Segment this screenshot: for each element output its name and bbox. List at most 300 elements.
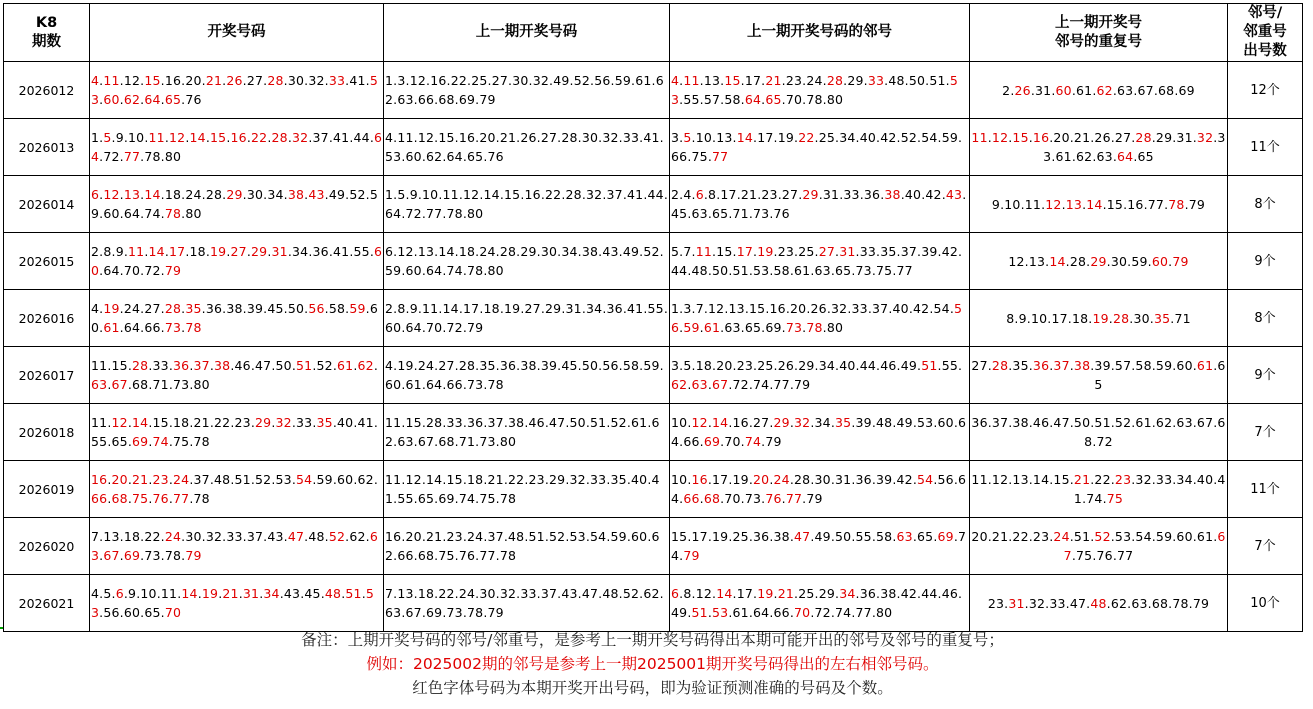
number: 62 [385, 73, 664, 107]
number: 11 [91, 415, 108, 430]
number: 79 [806, 491, 823, 506]
number: 60 [1176, 529, 1193, 544]
number: 33 [1049, 595, 1066, 611]
number: 80 [467, 206, 484, 221]
number: 65 [765, 92, 782, 107]
cell-repeat: 8.9.10.17.18.19.28.30.35.71 [970, 290, 1228, 347]
number: 17 [744, 73, 762, 88]
number: 27 [144, 301, 161, 316]
number: 23 [152, 472, 169, 487]
number: 69 [1178, 82, 1195, 98]
number: 18 [173, 415, 190, 430]
number: 10 [1004, 196, 1021, 212]
number: 52 [255, 472, 272, 487]
number: 19 [757, 244, 774, 259]
number: 49 [900, 358, 917, 373]
number: 5 [103, 586, 112, 601]
number: 72 [732, 377, 749, 392]
number: 22 [1094, 472, 1111, 487]
number: 32 [292, 130, 309, 145]
number: 69 [937, 529, 954, 544]
number: 19 [210, 244, 227, 259]
number: 42 [913, 301, 930, 316]
cell-neighbors: 5.7.11.15.17.19.23.25.27.31.33.35.37.39.42.44.48.50.51.53.58.61.63.65.73.75.77 [670, 233, 970, 290]
number: 77 [712, 149, 729, 164]
number: 19 [777, 130, 794, 145]
number: 17 [1051, 310, 1068, 326]
number: 44 [647, 187, 664, 202]
number: 71 [152, 377, 169, 392]
number: 68 [132, 377, 149, 392]
number: 69 [458, 92, 476, 107]
number: 60 [1151, 253, 1169, 269]
number: 15 [210, 130, 227, 145]
number: 76 [773, 206, 790, 221]
number: 31 [1008, 595, 1025, 611]
number: 13 [397, 586, 414, 601]
number: 14 [1086, 196, 1103, 212]
number: 75 [173, 434, 190, 449]
number: 61 [635, 73, 652, 88]
number: 44 [671, 263, 688, 278]
number: 48 [602, 586, 619, 601]
number: 63 [691, 206, 708, 221]
number: 33 [851, 301, 868, 316]
number: 32 [1196, 130, 1214, 145]
number: 27 [524, 301, 541, 316]
number: 75 [876, 263, 893, 278]
number: 72 [103, 149, 120, 164]
number: 70 [164, 605, 182, 620]
number: 32 [532, 73, 549, 88]
number: 62 [1110, 595, 1128, 611]
number: 15 [1053, 472, 1070, 487]
number: 12 [1008, 253, 1025, 269]
number: 17 [736, 586, 753, 601]
number: 15 [1106, 196, 1124, 212]
header-prev-draw: 上一期开奖号码 [384, 4, 670, 62]
number: 14 [483, 187, 500, 202]
number: 73 [744, 491, 762, 506]
number: 20 [111, 472, 128, 487]
number: 76 [185, 92, 202, 107]
number: 11 [422, 301, 439, 316]
number: 59 [610, 529, 627, 544]
number: 16 [732, 415, 749, 430]
number: 62 [426, 149, 443, 164]
cell-period: 2026016 [4, 290, 90, 347]
number: 47 [581, 586, 599, 601]
number: 18 [123, 529, 141, 544]
number: 31 [822, 187, 840, 202]
number: 30 [185, 529, 202, 544]
number: 4 [91, 586, 100, 601]
number: 62 [357, 358, 374, 373]
number: 60 [385, 377, 402, 392]
number: 37 [193, 472, 210, 487]
number: 65 [111, 434, 128, 449]
number: 47 [549, 415, 566, 430]
number: 59 [643, 358, 660, 373]
cell-repeat: 11.12.13.14.15.21.22.23.32.33.34.40.41.74.75 [970, 461, 1228, 518]
number: 59 [1155, 529, 1173, 544]
number: 12 [417, 130, 435, 145]
number: 63 [397, 434, 414, 449]
number: 42 [900, 586, 917, 601]
table-row [4, 575, 1303, 632]
number: 35 [316, 415, 333, 430]
number: 73 [164, 320, 182, 335]
note-line-2: 例如：2025002期的邻号是参考上一期2025001期开奖号码得出的左右相邻号码。 [366, 655, 939, 673]
number: 65 [417, 491, 435, 506]
number: 11 [971, 472, 988, 487]
cell-prev-draw: 11.12.14.15.18.21.22.23.29.32.33.35.40.41.55.65.69.74.75.78 [384, 461, 670, 518]
number: 47 [1069, 595, 1087, 611]
number: 51 [1094, 415, 1111, 430]
number: 47 [794, 529, 811, 544]
number: 13 [703, 73, 721, 88]
number: 36 [859, 586, 876, 601]
number: 4 [385, 358, 394, 373]
number: 50 [835, 529, 852, 544]
number: 53 [753, 263, 770, 278]
number: 8 [708, 187, 717, 202]
number: 31 [1176, 130, 1193, 145]
number: 22 [144, 529, 161, 544]
number: 70 [724, 491, 741, 506]
number: 53 [671, 73, 958, 107]
number: 50 [581, 358, 599, 373]
number: 60 [1176, 358, 1193, 373]
number: 8 [683, 586, 692, 601]
number: 24 [458, 586, 476, 601]
number: 32 [205, 529, 223, 544]
number: 27 [818, 244, 835, 259]
cell-draw: 7.13.18.22.24.30.32.33.37.43.47.48.52.62.63.67.69.73.78.79 [90, 518, 384, 575]
number: 38 [1012, 415, 1029, 430]
number: 53 [91, 586, 375, 620]
number: 16 [91, 472, 108, 487]
cell-hit-count: 9个 [1228, 233, 1303, 290]
note-line-3: 红色字体号码为本期开奖开出号码，即为验证预测准确的号码及个数。 [412, 679, 893, 697]
number: 41 [385, 472, 660, 506]
number: 78 [1168, 196, 1185, 212]
number: 31 [242, 586, 260, 601]
number: 16 [430, 73, 447, 88]
number: 48 [214, 472, 231, 487]
number: 17 [463, 301, 480, 316]
number: 52 [622, 586, 640, 601]
number: 80 [499, 434, 517, 449]
number: 69 [765, 320, 782, 335]
number: 36 [863, 187, 881, 202]
number: 61 [732, 605, 749, 620]
number: 29 [1090, 253, 1107, 269]
number: 18 [467, 472, 484, 487]
number: 9 [409, 301, 418, 316]
number: 64 [91, 130, 383, 164]
number: 3 [397, 73, 406, 88]
number: 34 [561, 244, 578, 259]
number: 63 [691, 377, 708, 392]
number: 71 [732, 206, 749, 221]
number: 73 [467, 377, 484, 392]
number: 36 [753, 529, 770, 544]
number: 77 [773, 377, 790, 392]
number: 63 [91, 377, 108, 392]
number: 16 [385, 529, 402, 544]
number: 26 [1094, 130, 1111, 145]
cell-draw: 11.12.14.15.18.21.22.23.29.32.33.35.40.41.55.65.69.74.75.78 [90, 404, 384, 461]
cell-prev-draw: 11.15.28.33.36.37.38.46.47.50.51.52.61.62.63.67.68.71.73.80 [384, 404, 670, 461]
number: 27 [230, 244, 247, 259]
number: 78 [144, 149, 161, 164]
number: 12 [397, 244, 414, 259]
number: 49 [896, 415, 913, 430]
number: 52 [610, 415, 627, 430]
number: 64 [671, 415, 967, 449]
number: 31 [565, 301, 582, 316]
number: 65 [917, 529, 934, 544]
number: 79 [1172, 253, 1189, 269]
number: 5 [671, 244, 680, 259]
number: 76 [458, 548, 476, 563]
number: 70 [794, 605, 811, 620]
number: 70 [123, 263, 141, 278]
number: 2 [1002, 82, 1011, 98]
table-row [4, 176, 1303, 233]
number: 32 [569, 472, 586, 487]
number: 37 [487, 529, 504, 544]
table-row [4, 119, 1303, 176]
number: 15 [1012, 130, 1029, 145]
number: 23 [528, 472, 545, 487]
number: 18 [1071, 310, 1089, 326]
number: 29 [802, 187, 819, 202]
number: 61 [794, 263, 811, 278]
number: 58 [328, 301, 346, 316]
number: 8 [1006, 310, 1015, 326]
number: 15 [671, 529, 688, 544]
number: 30 [512, 73, 529, 88]
number: 7 [91, 529, 100, 544]
number: 54 [921, 130, 938, 145]
header-draw: 开奖号码 [90, 4, 384, 62]
number: 18 [483, 301, 500, 316]
number: 41 [627, 301, 644, 316]
number: 79 [683, 548, 700, 563]
number: 30 [246, 187, 264, 202]
cell-repeat: 23.31.32.33.47.48.62.63.68.78.79 [970, 575, 1228, 632]
number: 63 [397, 92, 414, 107]
number: 60 [405, 149, 422, 164]
number: 28 [826, 73, 844, 88]
number: 36 [499, 358, 517, 373]
number: 13 [103, 529, 120, 544]
number: 44 [353, 130, 370, 145]
number: 29 [773, 415, 790, 430]
number: 40 [892, 301, 909, 316]
number: 78 [185, 320, 202, 335]
number: 21 [1073, 130, 1091, 145]
number: 65 [467, 149, 484, 164]
number: 63 [1176, 415, 1193, 430]
number: 79 [479, 92, 496, 107]
number: 59 [683, 320, 700, 335]
number: 27 [1114, 130, 1132, 145]
number: 51 [296, 358, 313, 373]
number: 10 [671, 415, 688, 430]
number: 11 [160, 586, 178, 601]
number: 64 [671, 472, 967, 506]
number: 76 [1096, 548, 1113, 563]
number: 20 [185, 73, 202, 88]
number: 19 [732, 472, 749, 487]
number: 14 [712, 415, 729, 430]
cell-period: 2026018 [4, 404, 90, 461]
cell-period: 2026012 [4, 62, 90, 119]
number: 59 [349, 301, 366, 316]
number: 23 [234, 415, 251, 430]
number: 11 [442, 187, 459, 202]
number: 69 [703, 434, 721, 449]
number: 11 [91, 358, 108, 373]
number: 19 [757, 586, 774, 601]
number: 77 [479, 548, 496, 563]
number: 35 [185, 301, 202, 316]
number: 74 [1086, 491, 1103, 506]
number: 74 [152, 434, 169, 449]
cell-neighbors: 3.5.18.20.23.25.26.29.34.40.44.46.49.51.55.62.63.67.72.74.77.79 [670, 347, 970, 404]
number: 20 [971, 529, 988, 544]
number: 48 [888, 73, 905, 88]
number: 78 [164, 548, 182, 563]
number: 80 [826, 320, 844, 335]
number: 64 [1117, 149, 1134, 164]
number: 24 [773, 472, 790, 487]
number: 26 [226, 73, 243, 88]
number: 39 [921, 244, 938, 259]
cell-hit-count: 11个 [1228, 461, 1303, 518]
number: 49 [814, 529, 831, 544]
number: 6 [385, 244, 394, 259]
number: 23 [777, 244, 794, 259]
number: 79 [794, 377, 811, 392]
number: 60 [103, 206, 120, 221]
number: 60 [123, 605, 141, 620]
cell-period: 2026021 [4, 575, 90, 632]
number: 28 [458, 358, 476, 373]
number: 56 [103, 605, 120, 620]
number: 28 [132, 358, 149, 373]
number: 61 [337, 358, 354, 373]
number: 24 [185, 187, 202, 202]
number: 41 [349, 73, 366, 88]
number: 68 [417, 548, 435, 563]
number: 62 [349, 529, 366, 544]
number: 38 [1073, 358, 1091, 373]
number: 33 [226, 529, 243, 544]
number: 54 [296, 472, 313, 487]
number: 39 [876, 472, 893, 487]
number: 41 [627, 187, 644, 202]
number: 64 [744, 92, 762, 107]
number: 71 [458, 434, 476, 449]
number: 29 [226, 187, 243, 202]
number: 19 [397, 358, 414, 373]
table-row [4, 290, 1303, 347]
number: 77 [123, 149, 141, 164]
cell-hit-count: 7个 [1228, 518, 1303, 575]
number: 4 [385, 130, 394, 145]
number: 12 [708, 301, 725, 316]
number: 1 [91, 130, 100, 145]
number: 51 [921, 358, 938, 373]
cell-neighbors: 10.16.17.19.20.24.28.30.31.36.39.42.54.56.64.66.68.70.73.76.77.79 [670, 461, 970, 518]
number: 20 [790, 301, 807, 316]
number: 74 [744, 434, 762, 449]
number: 54 [933, 301, 950, 316]
cell-prev-draw: 4.19.24.27.28.35.36.38.39.45.50.56.58.59.60.61.64.66.73.78 [384, 347, 670, 404]
number: 56 [602, 358, 619, 373]
number: 53 [385, 149, 402, 164]
table-body [4, 62, 1303, 632]
cell-hit-count: 9个 [1228, 347, 1303, 404]
number: 33 [1043, 130, 1226, 164]
number: 65 [144, 605, 161, 620]
number: 17 [691, 529, 708, 544]
number: 78 [499, 491, 517, 506]
cell-neighbors: 2.4.6.8.17.21.23.27.29.31.33.36.38.40.42.43.45.63.65.71.73.76 [670, 176, 970, 233]
number: 52 [316, 358, 333, 373]
number: 38 [773, 529, 790, 544]
number: 22 [798, 130, 815, 145]
number: 38 [214, 358, 231, 373]
number: 12 [409, 73, 426, 88]
number: 11 [385, 415, 402, 430]
number: 41 [357, 415, 374, 430]
number: 53 [917, 415, 934, 430]
number: 4 [671, 73, 680, 88]
number: 53 [712, 605, 729, 620]
number: 38 [884, 187, 901, 202]
number: 58 [876, 529, 893, 544]
number: 51 [732, 263, 749, 278]
number: 30 [479, 586, 496, 601]
cell-period: 2026014 [4, 176, 90, 233]
number: 61 [1135, 415, 1152, 430]
number: 64 [123, 206, 141, 221]
number: 25 [471, 73, 488, 88]
number: 45 [671, 206, 688, 221]
cell-draw: 6.12.13.14.18.24.28.29.30.34.38.43.49.52.59.60.64.74.78.80 [90, 176, 384, 233]
number: 66 [417, 92, 435, 107]
number: 15 [438, 130, 455, 145]
number: 62 [357, 472, 374, 487]
number: 49 [671, 605, 688, 620]
number: 73 [479, 434, 496, 449]
number: 21 [765, 73, 782, 88]
number: 10 [422, 187, 439, 202]
number: 57 [703, 92, 721, 107]
number: 61 [1076, 82, 1093, 98]
number: 6 [695, 187, 704, 202]
number: 59 [91, 187, 378, 221]
number: 33 [843, 187, 860, 202]
number: 37 [312, 130, 329, 145]
number: 69 [438, 491, 455, 506]
number: 28 [499, 244, 517, 259]
